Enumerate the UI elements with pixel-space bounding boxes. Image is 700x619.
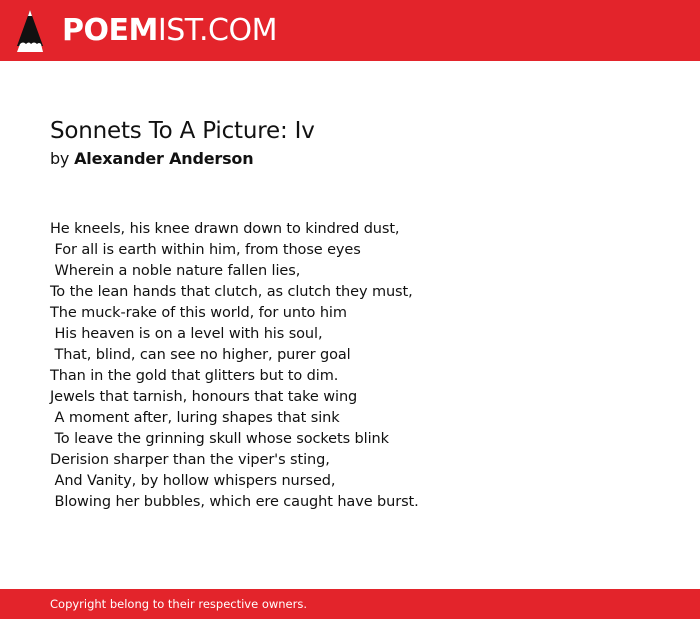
author-name: Alexander Anderson xyxy=(74,149,254,168)
byline xyxy=(50,148,253,170)
pencil-icon[interactable] xyxy=(17,10,43,52)
poem-line: Than in the gold that glitters but to dim. xyxy=(50,368,339,384)
logo-light-text: IST.COM xyxy=(157,13,277,48)
poem-line: That, blind, can see no higher, purer goal xyxy=(50,347,351,363)
poem-line: His heaven is on a level with his soul, xyxy=(50,326,323,342)
poem-title: Sonnets To A Picture: Iv xyxy=(50,118,315,144)
site-header xyxy=(0,0,700,61)
poem-line: A moment after, luring shapes that sink xyxy=(50,410,340,426)
logo-bold-text: POEM xyxy=(62,13,158,48)
poem-line: Jewels that tarnish, honours that take wing xyxy=(50,389,358,405)
by-label: by xyxy=(50,149,70,168)
poem-line: Blowing her bubbles, which ere caught have burst. xyxy=(50,494,419,510)
poem-line: The muck-rake of this world, for unto him xyxy=(50,305,347,321)
poem-line: For all is earth within him, from those eyes xyxy=(50,242,361,258)
site-footer xyxy=(0,589,700,619)
poem-line: He kneels, his knee drawn down to kindred dust, xyxy=(50,221,400,237)
poem-line: Wherein a noble nature fallen lies, xyxy=(50,263,301,279)
site-logo[interactable] xyxy=(62,11,277,51)
poem-line: To leave the grinning skull whose sockets blink xyxy=(50,431,389,447)
copyright-text: Copyright belong to their respective owners. xyxy=(50,597,308,611)
poem-line: Derision sharper than the viper's sting, xyxy=(50,452,330,468)
poem-body xyxy=(50,219,670,513)
poem-line: To the lean hands that clutch, as clutch they must, xyxy=(50,284,413,300)
poem-line: And Vanity, by hollow whispers nursed, xyxy=(50,473,336,489)
